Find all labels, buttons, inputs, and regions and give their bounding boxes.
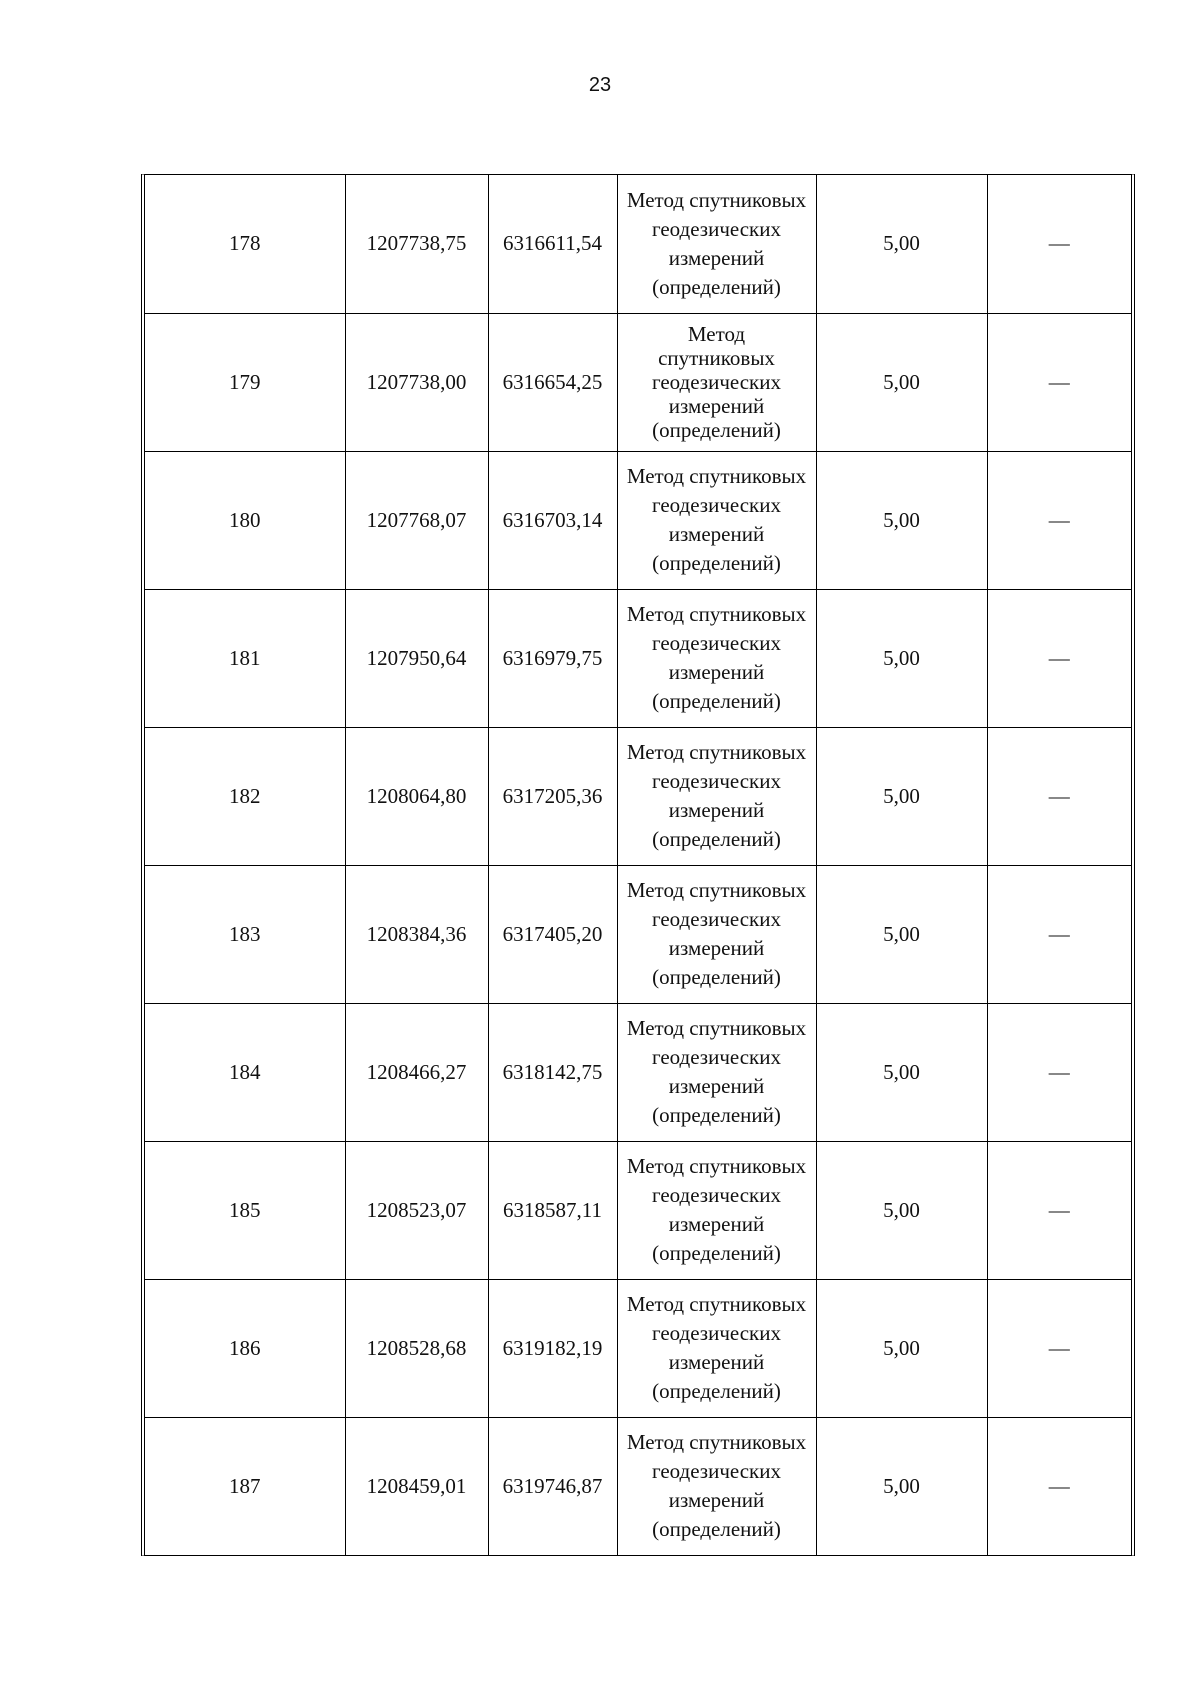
table-row: [145, 451, 1131, 589]
dash-placeholder: —: [1048, 783, 1070, 808]
accuracy-cell: 5,00: [816, 727, 987, 865]
note-cell: [987, 313, 1131, 451]
method-line: геодезических: [651, 216, 781, 241]
method-cell: [617, 589, 816, 727]
point-number-cell: 186: [145, 1279, 345, 1417]
note-cell: [987, 451, 1131, 589]
dash-placeholder: —: [1048, 231, 1070, 256]
note-cell: [987, 1279, 1131, 1417]
method-line: геодезических: [651, 907, 781, 931]
method-line: измерений: [668, 1350, 765, 1374]
method-cell: [617, 313, 816, 451]
note-cell: [987, 1003, 1131, 1141]
accuracy-cell: 5,00: [816, 313, 987, 451]
method-line: геодезических: [651, 370, 781, 394]
method-line: Метод спутниковых: [626, 1430, 807, 1455]
note-cell: [987, 727, 1131, 865]
table-body: [145, 175, 1131, 1555]
point-number-cell: 187: [145, 1417, 345, 1555]
method-cell: [617, 451, 816, 589]
method-cell: [617, 1003, 816, 1141]
method-cell: [617, 727, 816, 865]
x-coordinate-cell: 1207738,75: [345, 175, 488, 313]
point-number-cell: 181: [145, 589, 345, 727]
y-coordinate-cell: 6316979,75: [488, 589, 617, 727]
y-coordinate-cell: 6317405,20: [488, 865, 617, 1003]
y-coordinate-cell: 6317205,36: [488, 727, 617, 865]
table-row: [145, 313, 1131, 451]
note-cell: [987, 589, 1131, 727]
method-line: (определений): [652, 1103, 781, 1127]
dash-placeholder: —: [1048, 1335, 1070, 1360]
method-line: (определений): [652, 1379, 781, 1403]
method-line: (определений): [652, 274, 781, 299]
method-line: геодезических: [651, 493, 781, 517]
y-coordinate-cell: 6316703,14: [488, 451, 617, 589]
x-coordinate-cell: 1208384,36: [345, 865, 488, 1003]
method-line: (определений): [652, 1517, 781, 1542]
method-line: геодезических: [651, 1045, 781, 1069]
method-cell: [617, 1417, 816, 1555]
point-number-cell: 180: [145, 451, 345, 589]
dash-placeholder: —: [1048, 507, 1070, 532]
point-number-cell: 183: [145, 865, 345, 1003]
method-line: (определений): [652, 418, 781, 442]
method-cell: [617, 1141, 816, 1279]
method-line: измерений: [668, 245, 765, 270]
point-number-cell: 182: [145, 727, 345, 865]
method-line: Метод спутниковых: [626, 187, 807, 212]
method-line: Метод спутниковых: [626, 1292, 807, 1316]
point-number-cell: 178: [145, 175, 345, 313]
method-line: (определений): [652, 1241, 781, 1265]
method-line: (определений): [652, 551, 781, 575]
table-row: [145, 1003, 1131, 1141]
y-coordinate-cell: 6319746,87: [488, 1417, 617, 1555]
method-line: Метод спутниковых: [626, 1154, 807, 1178]
method-line: Метод спутниковых: [626, 1016, 807, 1040]
point-number-cell: 185: [145, 1141, 345, 1279]
accuracy-cell: 5,00: [816, 1279, 987, 1417]
method-line: спутниковых: [658, 346, 775, 370]
accuracy-cell: 5,00: [816, 1417, 987, 1555]
accuracy-cell: 5,00: [816, 1003, 987, 1141]
method-line: Метод спутниковых: [626, 464, 807, 488]
method-line: (определений): [652, 965, 781, 989]
method-line: геодезических: [651, 1183, 781, 1207]
method-line: (определений): [652, 689, 781, 713]
method-line: измерений: [668, 1212, 765, 1236]
method-line: измерений: [668, 522, 765, 546]
table-row: [145, 727, 1131, 865]
table-row: [145, 589, 1131, 727]
accuracy-cell: 5,00: [816, 1141, 987, 1279]
dash-placeholder: —: [1048, 1197, 1070, 1222]
y-coordinate-cell: 6318587,11: [488, 1141, 617, 1279]
method-line: Метод: [687, 322, 746, 346]
x-coordinate-cell: 1207950,64: [345, 589, 488, 727]
note-cell: [987, 175, 1131, 313]
method-line: Метод спутниковых: [626, 740, 807, 764]
method-line: измерений: [668, 1488, 765, 1513]
accuracy-cell: 5,00: [816, 865, 987, 1003]
method-line: измерений: [668, 936, 765, 960]
y-coordinate-cell: 6316654,25: [488, 313, 617, 451]
dash-placeholder: —: [1048, 645, 1070, 670]
accuracy-cell: 5,00: [816, 175, 987, 313]
y-coordinate-cell: 6319182,19: [488, 1279, 617, 1417]
x-coordinate-cell: 1208459,01: [345, 1417, 488, 1555]
coordinates-table: [141, 174, 1135, 1556]
method-line: геодезических: [651, 769, 781, 793]
method-line: измерений: [668, 798, 765, 822]
method-line: геодезических: [651, 1321, 781, 1345]
dash-placeholder: —: [1048, 369, 1070, 394]
method-line: Метод спутниковых: [626, 602, 807, 626]
method-line: измерений: [668, 1074, 765, 1098]
dash-placeholder: —: [1048, 1473, 1070, 1498]
method-line: измерений: [668, 660, 765, 684]
accuracy-cell: 5,00: [816, 589, 987, 727]
x-coordinate-cell: 1207738,00: [345, 313, 488, 451]
method-cell: [617, 175, 816, 313]
note-cell: [987, 1417, 1131, 1555]
y-coordinate-cell: 6318142,75: [488, 1003, 617, 1141]
x-coordinate-cell: 1208466,27: [345, 1003, 488, 1141]
method-line: геодезических: [651, 631, 781, 655]
method-cell: [617, 865, 816, 1003]
method-line: геодезических: [651, 1459, 781, 1484]
dash-placeholder: —: [1048, 921, 1070, 946]
method-line: измерений: [668, 394, 765, 418]
page-number: 23: [588, 74, 612, 96]
method-cell: [617, 1279, 816, 1417]
x-coordinate-cell: 1207768,07: [345, 451, 488, 589]
table-row: [145, 1417, 1131, 1555]
point-number-cell: 184: [145, 1003, 345, 1141]
note-cell: [987, 1141, 1131, 1279]
table-row: [145, 1279, 1131, 1417]
y-coordinate-cell: 6316611,54: [488, 175, 617, 313]
note-cell: [987, 865, 1131, 1003]
x-coordinate-cell: 1208528,68: [345, 1279, 488, 1417]
accuracy-cell: 5,00: [816, 451, 987, 589]
table-row: [145, 1141, 1131, 1279]
table-row: [145, 865, 1131, 1003]
x-coordinate-cell: 1208523,07: [345, 1141, 488, 1279]
method-line: Метод спутниковых: [626, 878, 807, 902]
x-coordinate-cell: 1208064,80: [345, 727, 488, 865]
dash-placeholder: —: [1048, 1059, 1070, 1084]
table-row: [145, 175, 1131, 313]
point-number-cell: 179: [145, 313, 345, 451]
method-line: (определений): [652, 827, 781, 851]
